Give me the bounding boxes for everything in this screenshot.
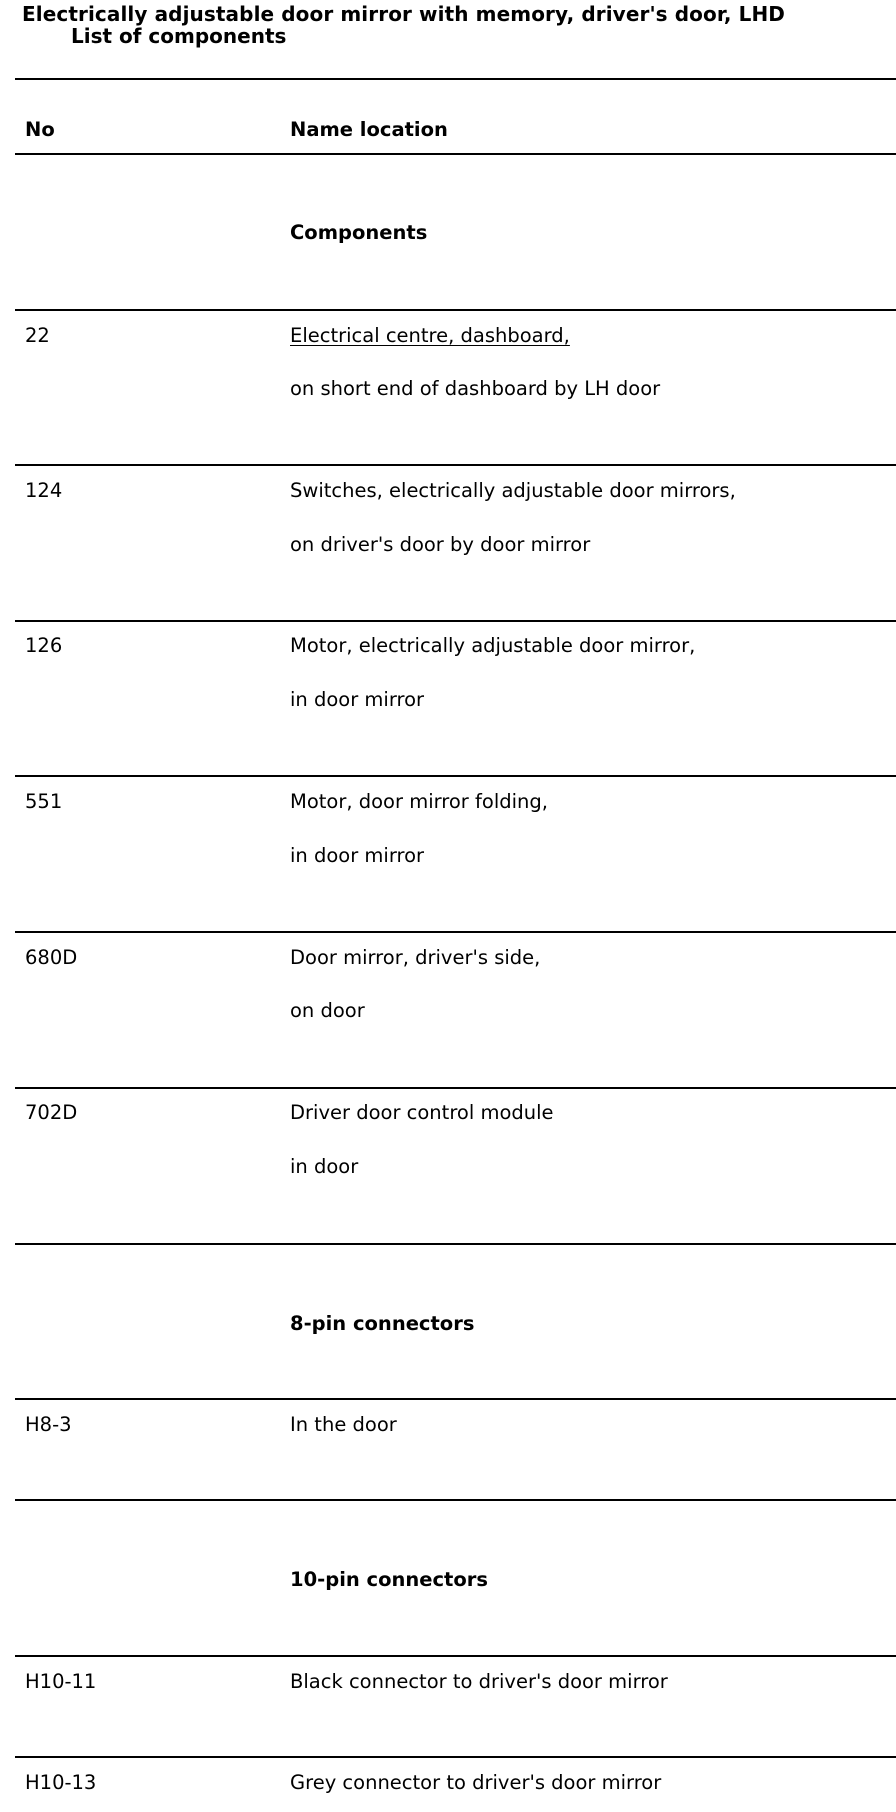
row-name: Driver door control module <box>290 1101 554 1124</box>
row-number: 124 <box>25 479 63 502</box>
section-heading-10-pin-connectors: 10-pin connectors <box>290 1568 488 1591</box>
divider <box>15 1756 896 1758</box>
divider <box>15 1499 896 1501</box>
row-location: on short end of dashboard by LH door <box>290 377 661 400</box>
row-name: Switches, electrically adjustable door mirrors, <box>290 479 736 502</box>
row-name: Black connector to driver's door mirror <box>290 1670 668 1693</box>
row-number: 702D <box>25 1101 78 1124</box>
divider <box>15 775 896 777</box>
document-header <box>22 3 785 47</box>
row-name: Motor, door mirror folding, <box>290 790 548 813</box>
row-number: 22 <box>25 324 50 347</box>
row-location: in door <box>290 1155 359 1178</box>
divider <box>15 1655 896 1657</box>
row-number: H8-3 <box>25 1413 72 1436</box>
row-name: Grey connector to driver's door mirror <box>290 1771 662 1794</box>
divider <box>15 309 896 311</box>
row-number: 551 <box>25 790 63 813</box>
divider <box>15 464 896 466</box>
page-title: Electrically adjustable door mirror with memory, driver's door, LHD <box>22 2 785 26</box>
divider <box>15 153 896 155</box>
row-location: in door mirror <box>290 844 425 867</box>
row-number: H10-13 <box>25 1771 97 1794</box>
section-heading-8-pin-connectors: 8-pin connectors <box>290 1312 475 1335</box>
row-name: Door mirror, driver's side, <box>290 946 541 969</box>
component-link-electrical-centre[interactable]: Electrical centre, dashboard, <box>290 324 570 347</box>
page-subtitle: List of components <box>71 24 287 48</box>
row-location: on door <box>290 999 365 1022</box>
column-header-name-location: Name location <box>290 118 448 141</box>
divider <box>15 1243 896 1245</box>
row-name: Motor, electrically adjustable door mirror, <box>290 634 696 657</box>
divider <box>15 931 896 933</box>
row-number: H10-11 <box>25 1670 97 1693</box>
row-name: In the door <box>290 1413 397 1436</box>
divider <box>15 620 896 622</box>
row-number: 126 <box>25 634 63 657</box>
column-header-no: No <box>25 118 55 141</box>
row-number: 680D <box>25 946 78 969</box>
section-heading-components: Components <box>290 221 428 244</box>
row-location: in door mirror <box>290 688 425 711</box>
divider <box>15 78 896 80</box>
divider <box>15 1087 896 1089</box>
row-location: on driver's door by door mirror <box>290 533 591 556</box>
divider <box>15 1398 896 1400</box>
